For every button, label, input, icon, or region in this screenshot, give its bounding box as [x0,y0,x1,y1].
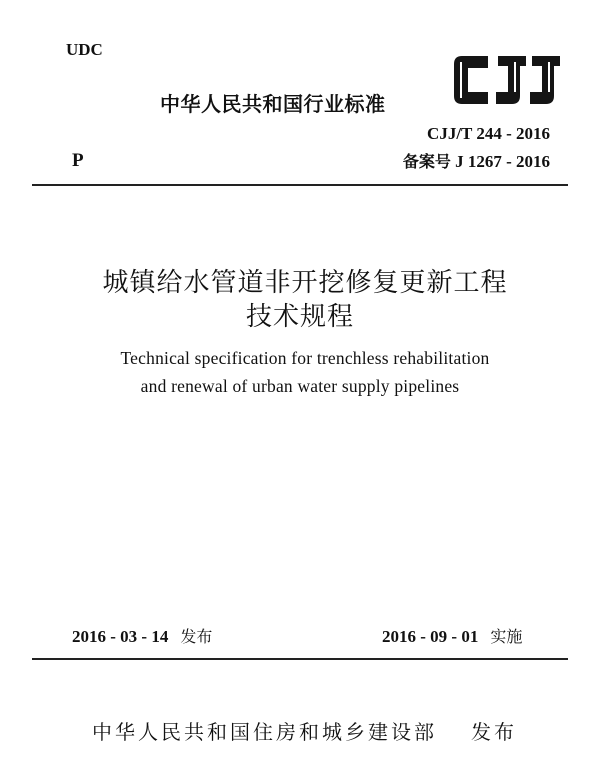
cjj-logo [452,50,562,110]
record-value: J 1267 - 2016 [455,152,550,171]
title-chinese-line1: 城镇给水管道非开挖修复更新工程 [102,268,508,298]
standard-number: CJJ/T 244 - 2016 [427,124,550,143]
title-english-line1: Technical specification for trenchless rehabilitation [120,348,490,368]
implementation-date [382,624,522,647]
issue-date-value: 2016 - 03 - 14 [72,627,169,646]
standard-type: 中华人民共和国行业标准 [160,92,386,116]
title-english-line2: and renewal of urban water supply pipelines [140,376,460,396]
record-number [403,149,550,172]
issue-date-label: 发布 [180,627,213,646]
publisher-line [92,716,517,745]
record-label: 备案号 [402,152,451,171]
classification-letter: P [72,150,84,171]
publisher-action: 发布 [471,720,517,744]
implementation-date-label: 实施 [490,627,523,646]
publisher-name: 中华人民共和国住房和城乡建设部 [92,720,437,744]
udc-label: UDC [66,40,103,59]
title-chinese-line2: 技术规程 [245,302,354,332]
implementation-date-value: 2016 - 09 - 01 [382,627,479,646]
issue-date [72,624,212,647]
top-divider [32,184,568,186]
bottom-divider [32,658,568,660]
